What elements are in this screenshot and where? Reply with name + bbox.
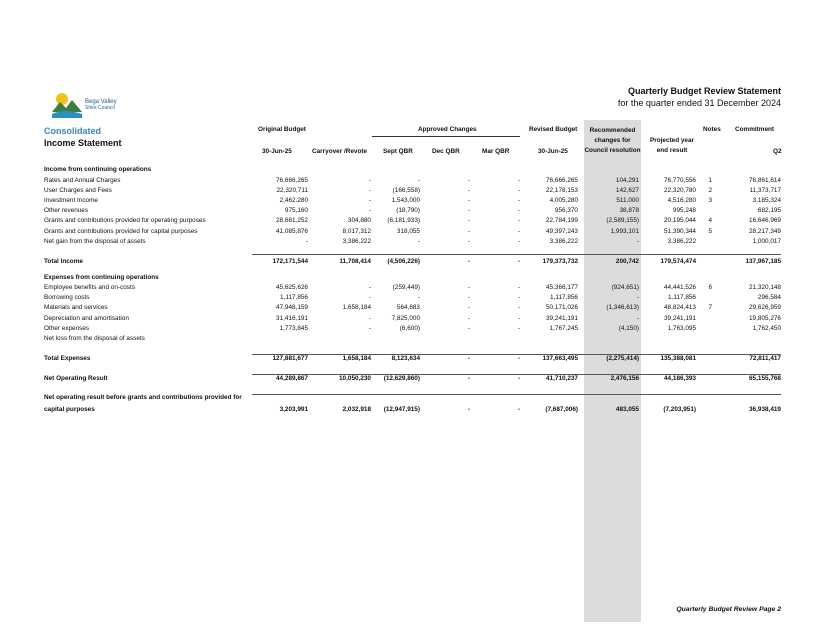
row-value: 51,390,344 bbox=[664, 228, 696, 235]
row-value: 44,186,393 bbox=[664, 375, 696, 382]
subcol-revised-date: 30-Jun-25 bbox=[538, 148, 568, 155]
section-consolidated: Consolidated bbox=[44, 126, 102, 136]
row-value: 3,203,991 bbox=[279, 406, 308, 413]
row-value: 3,386,222 bbox=[342, 238, 371, 245]
row-value: 29,626,959 bbox=[749, 304, 781, 311]
table-row bbox=[0, 258, 825, 268]
row-value: 3,386,222 bbox=[549, 238, 578, 245]
row-value: - bbox=[467, 315, 470, 322]
row-value: 21,320,148 bbox=[749, 284, 781, 291]
table-row bbox=[0, 166, 825, 176]
row-value: 1,658,184 bbox=[342, 304, 371, 311]
row-value: 104,291 bbox=[615, 177, 639, 184]
row-value: - bbox=[467, 304, 470, 311]
row-value: - bbox=[517, 304, 520, 311]
row-value: - bbox=[636, 315, 639, 322]
row-value: 142,627 bbox=[615, 187, 639, 194]
row-value: 200,742 bbox=[615, 258, 639, 265]
row-value: - bbox=[467, 228, 470, 235]
row-value: 65,155,768 bbox=[749, 375, 781, 382]
row-value: - bbox=[517, 294, 520, 301]
logo-sun-icon bbox=[56, 93, 68, 105]
row-value: 1,543,000 bbox=[391, 197, 420, 204]
row-value: 483,055 bbox=[615, 406, 639, 413]
row-value: 1,658,184 bbox=[342, 355, 371, 362]
row-value: 995,248 bbox=[672, 207, 696, 214]
row-value: 956,370 bbox=[554, 207, 578, 214]
row-value: 44,289,867 bbox=[276, 375, 308, 382]
logo-text-line1: Bega Valley bbox=[85, 99, 117, 105]
row-label: Net operating result before grants and contributions provided for bbox=[44, 394, 242, 401]
row-value: - bbox=[417, 238, 420, 245]
table-row bbox=[0, 375, 825, 385]
row-value: 127,881,677 bbox=[272, 355, 308, 362]
row-value: - bbox=[467, 294, 470, 301]
row-value: - bbox=[305, 238, 308, 245]
row-label: Net Operating Result bbox=[44, 375, 108, 382]
row-value: 28,661,252 bbox=[276, 217, 308, 224]
row-value: (6,181,933) bbox=[387, 217, 420, 224]
table-row bbox=[0, 284, 825, 294]
row-value: 975,160 bbox=[284, 207, 308, 214]
row-value: 1,117,856 bbox=[550, 294, 578, 301]
row-value: - bbox=[368, 187, 371, 194]
row-value: - bbox=[517, 325, 520, 332]
row-value: 76,770,556 bbox=[664, 177, 696, 184]
row-value: 45,625,626 bbox=[276, 284, 308, 291]
row-value: 11,708,414 bbox=[339, 258, 371, 265]
row-label: Grants and contributions provided for operating purposes bbox=[44, 217, 206, 224]
row-label: Other expenses bbox=[44, 325, 90, 332]
row-label: Borrowing costs bbox=[44, 294, 90, 301]
row-value: 8,123,634 bbox=[391, 355, 420, 362]
row-value: 22,320,711 bbox=[276, 187, 308, 194]
row-value: (2,589,155) bbox=[606, 217, 639, 224]
row-value: 36,938,419 bbox=[749, 406, 781, 413]
row-value: 8,017,312 bbox=[342, 228, 371, 235]
table-row bbox=[0, 355, 825, 365]
row-value: 2 bbox=[708, 187, 712, 194]
row-value: 172,171,544 bbox=[272, 258, 308, 265]
row-value: 50,171,026 bbox=[546, 304, 578, 311]
page-title: Quarterly Budget Review Statement bbox=[627, 86, 781, 96]
table-row bbox=[0, 335, 825, 345]
row-value: 4 bbox=[708, 217, 712, 224]
row-value: 7,825,000 bbox=[391, 315, 420, 322]
row-value: 22,178,153 bbox=[546, 187, 578, 194]
row-value: 48,824,413 bbox=[664, 304, 696, 311]
row-label: Other revenues bbox=[44, 207, 89, 214]
row-value: 7 bbox=[708, 304, 712, 311]
row-value: - bbox=[368, 284, 371, 291]
row-label: Investment Income bbox=[44, 197, 98, 204]
row-value: 44,441,526 bbox=[664, 284, 696, 291]
total-income-rule bbox=[252, 254, 781, 255]
row-value: 318,055 bbox=[396, 228, 420, 235]
total-expenses-rule bbox=[252, 354, 781, 355]
table-row bbox=[0, 238, 825, 248]
row-value: - bbox=[517, 355, 520, 362]
row-value: - bbox=[467, 177, 470, 184]
row-value: 1,117,856 bbox=[280, 294, 308, 301]
row-value: - bbox=[517, 187, 520, 194]
col-notes: Notes bbox=[703, 126, 721, 133]
table-row bbox=[0, 187, 825, 197]
row-value: 38,878 bbox=[619, 207, 639, 214]
row-value: 682,195 bbox=[757, 207, 781, 214]
row-label: Net loss from the disposal of assets bbox=[44, 335, 145, 342]
row-value: (4,150) bbox=[618, 325, 639, 332]
col-commitment: Commitment bbox=[735, 126, 775, 133]
row-value: 4,005,280 bbox=[549, 197, 578, 204]
row-value: 76,861,614 bbox=[749, 177, 781, 184]
row-value: (259,449) bbox=[392, 284, 420, 291]
row-value: 19,805,276 bbox=[749, 315, 781, 322]
row-value: - bbox=[467, 187, 470, 194]
col-approved-changes: Approved Changes bbox=[418, 126, 477, 133]
table-row bbox=[0, 315, 825, 325]
row-value: - bbox=[417, 177, 420, 184]
row-value: - bbox=[467, 355, 470, 362]
col-recommended-line2: changes for bbox=[594, 137, 631, 144]
table-row bbox=[0, 197, 825, 207]
row-value: 1,993,101 bbox=[610, 228, 639, 235]
row-value: - bbox=[368, 207, 371, 214]
row-value: 4,516,280 bbox=[667, 197, 696, 204]
row-label: Grants and contributions provided for capital purposes bbox=[44, 228, 198, 235]
row-value: (4,506,226) bbox=[387, 258, 420, 265]
row-value: - bbox=[467, 406, 470, 413]
row-value: - bbox=[467, 325, 470, 332]
row-label: Materials and services bbox=[44, 304, 108, 311]
row-value: 45,366,177 bbox=[546, 284, 578, 291]
row-value: 304,880 bbox=[347, 217, 371, 224]
row-value: 41,710,237 bbox=[546, 375, 578, 382]
row-label: Net gain from the disposal of assets bbox=[44, 238, 146, 245]
row-value: - bbox=[368, 197, 371, 204]
row-value: 179,574,474 bbox=[660, 258, 696, 265]
row-label: Total Expenses bbox=[44, 355, 91, 362]
table-row bbox=[0, 177, 825, 187]
subcol-q2: Q2 bbox=[773, 148, 782, 155]
row-value: - bbox=[517, 207, 520, 214]
row-value: 1,117,856 bbox=[668, 294, 696, 301]
row-value: - bbox=[636, 238, 639, 245]
row-value: - bbox=[467, 258, 470, 265]
row-value: 296,584 bbox=[757, 294, 781, 301]
row-value: (924,651) bbox=[611, 284, 639, 291]
row-value: 20,195,044 bbox=[664, 217, 696, 224]
row-value: 564,683 bbox=[396, 304, 420, 311]
row-value: 10,050,230 bbox=[339, 375, 371, 382]
row-value: - bbox=[368, 325, 371, 332]
subcol-original-date: 30-Jun-25 bbox=[262, 148, 292, 155]
row-value: - bbox=[517, 238, 520, 245]
row-value: 2,462,280 bbox=[279, 197, 308, 204]
row-value: (12,629,860) bbox=[383, 375, 420, 382]
subcol-sept-qbr: Sept QBR bbox=[383, 148, 413, 155]
row-value: 31,416,191 bbox=[276, 315, 308, 322]
row-value: - bbox=[517, 284, 520, 291]
row-value: 2,032,918 bbox=[342, 406, 371, 413]
row-label: Income from continuing operations bbox=[44, 166, 152, 173]
row-value: 3 bbox=[708, 197, 712, 204]
row-value: 135,388,081 bbox=[660, 355, 696, 362]
table-row bbox=[0, 304, 825, 314]
row-value: - bbox=[368, 294, 371, 301]
row-value: (7,687,006) bbox=[545, 406, 578, 413]
row-value: - bbox=[368, 315, 371, 322]
row-value: 76,666,265 bbox=[276, 177, 308, 184]
col-revised-budget: Revised Budget bbox=[529, 126, 578, 133]
row-value: 16,646,969 bbox=[749, 217, 781, 224]
row-label: capital purposes bbox=[44, 406, 95, 413]
row-value: 137,967,185 bbox=[745, 258, 781, 265]
row-value: 5 bbox=[708, 228, 712, 235]
row-value: - bbox=[368, 177, 371, 184]
row-value: 39,241,191 bbox=[664, 315, 696, 322]
col-projected-line1: Projected year bbox=[649, 137, 695, 144]
row-value: - bbox=[517, 228, 520, 235]
council-logo bbox=[52, 90, 124, 118]
subcol-carryover: Carryover /Revote bbox=[312, 148, 368, 155]
row-value: (166,558) bbox=[392, 187, 420, 194]
row-value: 28,217,349 bbox=[749, 228, 781, 235]
row-value: 3,386,222 bbox=[667, 238, 696, 245]
row-value: 1 bbox=[708, 177, 712, 184]
row-value: - bbox=[517, 197, 520, 204]
row-value: - bbox=[517, 177, 520, 184]
row-value: (12,947,915) bbox=[383, 406, 420, 413]
row-value: (7,203,951) bbox=[663, 406, 696, 413]
row-value: - bbox=[517, 315, 520, 322]
page-subtitle: for the quarter ended 31 December 2024 bbox=[617, 98, 781, 108]
row-value: 39,241,191 bbox=[546, 315, 578, 322]
row-value: 1,763,095 bbox=[667, 325, 696, 332]
net-operating-rule bbox=[252, 374, 781, 375]
col-projected-line2: end result bbox=[656, 147, 688, 154]
row-label: Rates and Annual Charges bbox=[44, 177, 121, 184]
row-value: - bbox=[467, 284, 470, 291]
row-value: - bbox=[517, 258, 520, 265]
row-value: 47,948,159 bbox=[276, 304, 308, 311]
row-label: User Charges and Fees bbox=[44, 187, 112, 194]
row-label: Total Income bbox=[44, 258, 83, 265]
row-value: 6 bbox=[708, 284, 712, 291]
row-value: 72,811,417 bbox=[749, 355, 781, 362]
row-value: - bbox=[636, 294, 639, 301]
logo-text-line2: Shire Council bbox=[85, 105, 115, 111]
col-recommended-line3: Council resolution bbox=[584, 147, 641, 154]
table-row bbox=[0, 207, 825, 217]
row-value: 1,762,450 bbox=[752, 325, 781, 332]
row-value: 49,397,243 bbox=[546, 228, 578, 235]
subcol-mar-qbr: Mar QBR bbox=[482, 148, 510, 155]
row-value: 1,773,845 bbox=[279, 325, 308, 332]
row-value: 11,373,717 bbox=[749, 187, 781, 194]
row-value: 1,000,017 bbox=[752, 238, 781, 245]
row-value: 179,373,732 bbox=[542, 258, 578, 265]
table-row bbox=[0, 406, 825, 416]
table-row bbox=[0, 217, 825, 227]
row-value: - bbox=[467, 207, 470, 214]
row-value: - bbox=[467, 197, 470, 204]
table-row bbox=[0, 325, 825, 335]
row-value: - bbox=[467, 375, 470, 382]
subcol-dec-qbr: Dec QBR bbox=[432, 148, 460, 155]
approved-changes-rule bbox=[372, 136, 520, 137]
table-row bbox=[0, 294, 825, 304]
table-row bbox=[0, 228, 825, 238]
row-value: 41,085,876 bbox=[276, 228, 308, 235]
row-label: Employee benefits and on-costs bbox=[44, 284, 135, 291]
row-value: 22,784,199 bbox=[546, 217, 578, 224]
col-original-budget: Original Budget bbox=[258, 126, 306, 133]
row-value: (6,600) bbox=[399, 325, 420, 332]
section-income-statement: Income Statement bbox=[44, 138, 122, 148]
net-before-grants-rule bbox=[252, 394, 781, 395]
row-value: 1,767,245 bbox=[549, 325, 578, 332]
row-value: 511,000 bbox=[616, 197, 639, 204]
row-value: (18,790) bbox=[396, 207, 420, 214]
row-value: 2,476,156 bbox=[610, 375, 639, 382]
row-value: (2,275,414) bbox=[606, 355, 639, 362]
row-value: - bbox=[467, 238, 470, 245]
table-row bbox=[0, 394, 825, 404]
row-value: - bbox=[517, 406, 520, 413]
row-value: (1,346,613) bbox=[606, 304, 639, 311]
row-value: 22,320,780 bbox=[664, 187, 696, 194]
row-label: Depreciation and amortisation bbox=[44, 315, 129, 322]
row-value: 3,185,324 bbox=[752, 197, 781, 204]
row-value: - bbox=[417, 294, 420, 301]
row-value: 76,666,265 bbox=[546, 177, 578, 184]
row-value: - bbox=[517, 217, 520, 224]
table-row bbox=[0, 274, 825, 284]
page-footer: Quarterly Budget Review Page 2 bbox=[676, 606, 781, 613]
row-value: - bbox=[467, 217, 470, 224]
col-recommended-line1: Recommended bbox=[589, 127, 636, 134]
row-label: Expenses from continuing operations bbox=[44, 274, 159, 281]
row-value: 137,663,495 bbox=[542, 355, 578, 362]
row-value: - bbox=[517, 375, 520, 382]
